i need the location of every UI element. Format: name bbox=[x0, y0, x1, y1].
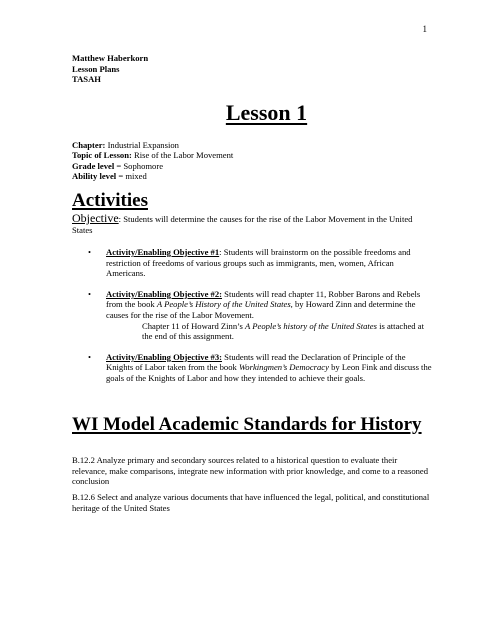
organization: TASAH bbox=[72, 74, 101, 85]
activity-item: • Activity/Enabling Objective #3: Students will read the Declaration of Principle of the Knights of Labor taken from the book Workingmen’s Democracy by Leon Fink and discuss the goals of the Knights of Labor and how they intended to achieve their goals. bbox=[88, 351, 432, 383]
lesson-meta bbox=[72, 140, 233, 182]
bullet-icon: • bbox=[88, 351, 92, 362]
meta-topic: Topic of Lesson: Rise of the Labor Movement bbox=[72, 150, 234, 161]
author-block bbox=[72, 53, 148, 85]
meta-chapter: Chapter: Industrial Expansion bbox=[72, 140, 179, 150]
lesson-title: Lesson 1 bbox=[225, 100, 308, 125]
activity-item: • Activity/Enabling Objective #2: Students will read chapter 11, Robber Barons and Rebels from the book A People’s History of the United States, by Howard Zinn and determine the causes for the rise of the Labor Movement. Chapter 11 of Howard Zinn’s A People’s history of the United States is attached at the end of this assignment. bbox=[72, 289, 434, 342]
meta-ability-level: Ability level = mixed bbox=[72, 171, 147, 182]
objective-text: : Students will determine the causes for the rise of the Labor Movement in the United States bbox=[72, 214, 413, 235]
activity-item: • Activity/Enabling Objective #1: Students will brainstorm on the possible freedoms and restriction of freedoms of various groups such as immigrants, men, women, African Americans. bbox=[88, 247, 411, 279]
bullet-icon: • bbox=[88, 288, 92, 299]
objective-paragraph bbox=[72, 213, 432, 235]
standard-item: B.12.6 Select and analyze various documents that have influenced the legal, political, and constitutional heritage of the United States bbox=[72, 492, 430, 513]
book-title: Workingmen’s Democracy bbox=[238, 362, 329, 373]
objective-label: Objective bbox=[72, 211, 119, 225]
standards-heading: WI Model Academic Standards for History bbox=[72, 414, 422, 435]
document-type: Lesson Plans bbox=[72, 63, 120, 74]
page-number: 1 bbox=[422, 24, 427, 34]
standard-item: B.12.2 Analyze primary and secondary sources related to a historical question to evaluate their relevance, make comparisons, integrate new information with prior knowledge, and come to a reasoned conclusion bbox=[72, 455, 429, 487]
meta-grade-level: Grade level = Sophomore bbox=[72, 160, 164, 171]
activity-list bbox=[72, 247, 434, 394]
activities-heading: Activities bbox=[72, 190, 148, 211]
author-name: Matthew Haberkorn bbox=[72, 53, 149, 63]
book-title: A People’s History of the United States bbox=[156, 299, 291, 310]
attachment-note: Chapter 11 of Howard Zinn’s A People’s history of the United States is attached at the end of this assignment. bbox=[142, 320, 424, 342]
book-title: A People’s history of the United States bbox=[245, 320, 377, 331]
bullet-icon: • bbox=[88, 247, 92, 257]
